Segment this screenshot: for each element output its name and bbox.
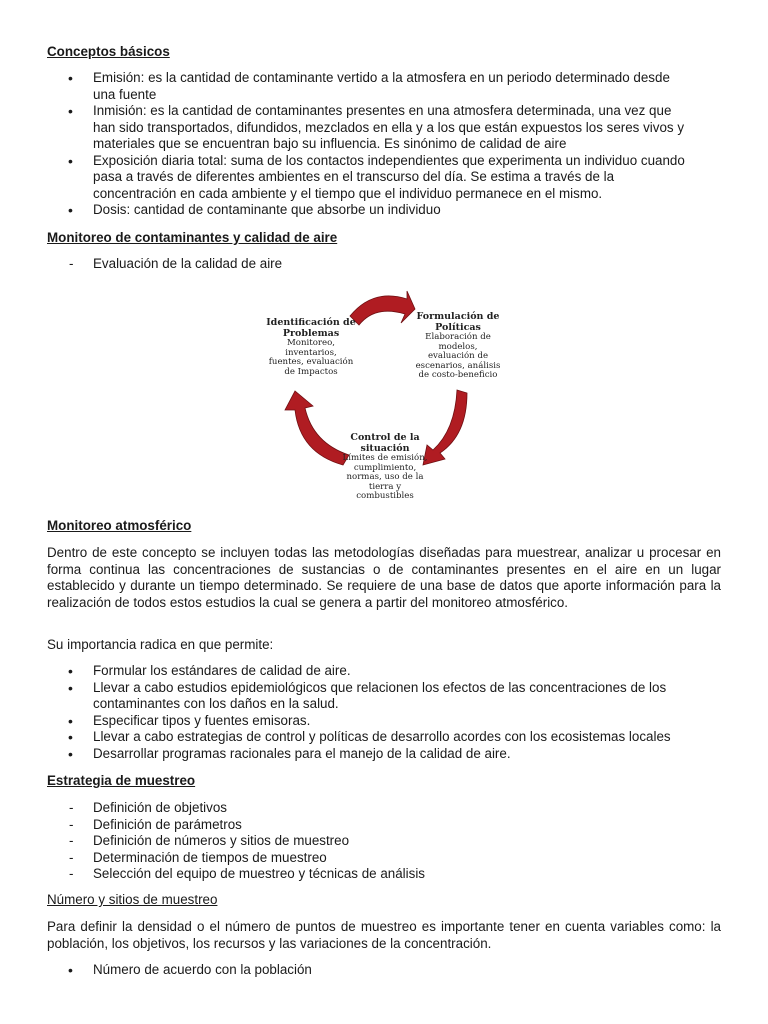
list-item: • Número de acuerdo con la población: [47, 962, 737, 979]
list-item: • Llevar a cabo estrategias de control y políticas de desarrollo acordes con los ecosistemas locales: [47, 729, 737, 746]
list-item: • Desarrollar programas racionales para el manejo de la calidad de aire.: [47, 746, 737, 763]
heading-estrategia-muestreo: Estrategia de muestreo: [47, 773, 196, 788]
list-item: • Llevar a cabo estudios epidemiológicos que relacionen los efectos de las concentraciones de los contaminantes con los daños en la salud.: [47, 680, 737, 713]
heading-monitoreo-atmosferico: Monitoreo atmosférico: [47, 518, 192, 533]
list-item: • Inmisión: es la cantidad de contaminantes presentes en una atmosfera determinada, una vez que han sido transportados, difundidos, mezclados en ella y a los que están expuestos los seres vivos y materiales que se encuentran bajo su influencia. Es sinónimo de calidad de aire: [47, 103, 737, 153]
list-item: - Selección del equipo de muestreo y técnicas de análisis: [47, 866, 737, 883]
list-item: - Determinación de tiempos de muestreo: [47, 850, 737, 867]
node-control-situacion: Control de la situación Límites de emisión, cumplimiento, normas, uso de la tierra y combustibles: [342, 432, 428, 502]
heading-conceptos-basicos: Conceptos básicos: [47, 44, 170, 59]
list-item: • Exposición diaria total: suma de los contactos independientes que experimenta un individuo cuando pasa a través de diferentes ambientes en el transcurso del día. Se estima a través de la concentración en cada ambiente y el tiempo que el individuo permanece en el mismo.: [47, 153, 737, 203]
list-item: • Emisión: es la cantidad de contaminante vertido a la atmosfera en un periodo determinado desde una fuente: [47, 70, 737, 103]
management-cycle-diagram: [255, 285, 501, 510]
concepts-list: [47, 70, 737, 219]
heading-numero-sitios: Número y sitios de muestreo: [47, 892, 218, 907]
list-item: • Formular los estándares de calidad de aire.: [47, 663, 737, 680]
list-item: - Evaluación de la calidad de aire: [47, 256, 737, 273]
paragraph-monitoreo: Dentro de este concepto se incluyen todas las metodologías diseñadas para muestrear, analizar u procesar en forma continua las concentraciones de sustancias o de contaminantes presentes en el aire en un lugar establecido y durante un tiempo determinado. Se requiere de una base de datos que aporte información para la realización de todos estos estudios la cual se genera a partir del monitoreo atmosférico.: [47, 545, 721, 610]
population-list: [47, 962, 737, 979]
node-identificacion-problemas: Identificación de Problemas Monitoreo, inventarios, fuentes, evaluación de Impactos: [266, 317, 356, 377]
paragraph-densidad: Para definir la densidad o el número de puntos de muestreo es importante tener en cuenta variables como: la población, los objetivos, los recursos y las variaciones de la concentración.: [47, 919, 721, 951]
list-item: • Dosis: cantidad de contaminante que absorbe un individuo: [47, 202, 737, 219]
list-item: - Definición de parámetros: [47, 817, 737, 834]
arrow-top-icon: [350, 291, 415, 325]
list-item: • Especificar tipos y fuentes emisoras.: [47, 713, 737, 730]
strategy-list: [47, 800, 737, 883]
node-formulacion-politicas: Formulación de Políticas Elaboración de modelos, evaluación de escenarios, análisis de costo-beneficio: [415, 311, 501, 381]
heading-monitoreo-contaminantes: Monitoreo de contaminantes y calidad de aire: [47, 230, 338, 245]
evaluation-list: [47, 256, 737, 273]
importance-list: [47, 663, 737, 762]
list-item: - Definición de números y sitios de muestreo: [47, 833, 737, 850]
list-item: - Definición de objetivos: [47, 800, 737, 817]
paragraph-importancia: Su importancia radica en que permite:: [47, 637, 274, 652]
